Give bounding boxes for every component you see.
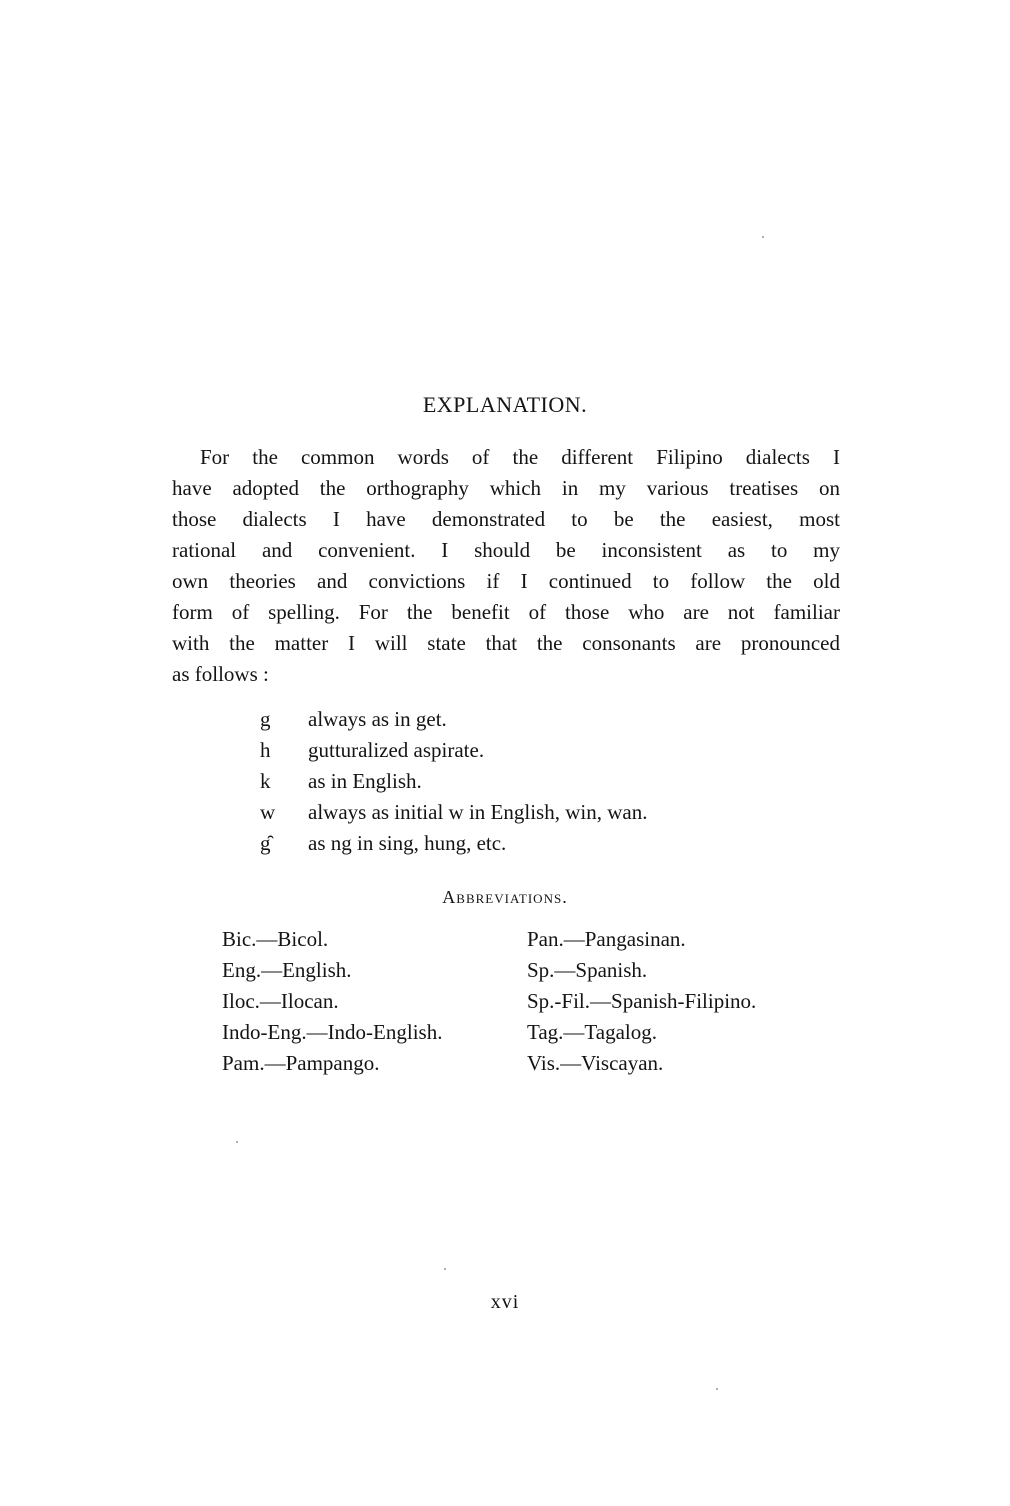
consonant-letter: h — [260, 738, 271, 762]
consonant-description: as in English. — [308, 769, 422, 793]
abbreviation-entry: Iloc.—Ilocan. — [222, 989, 339, 1013]
abbreviation-entry: Tag.—Tagalog. — [527, 1020, 658, 1044]
abbreviation-entry: Sp.—Spanish. — [527, 958, 648, 982]
consonant-letter: g̑ — [260, 831, 271, 855]
consonant-letter: g — [260, 707, 271, 731]
paragraph-line: as follows : — [172, 662, 269, 686]
consonant-row — [256, 704, 776, 735]
consonant-row — [256, 766, 776, 797]
abbreviations-table — [222, 924, 842, 1079]
consonant-letter: w — [260, 800, 276, 824]
abbreviations-heading: Abbreviations. — [442, 887, 568, 907]
consonant-row — [256, 828, 776, 859]
consonant-description: as ng in sing, hung, etc. — [308, 831, 507, 855]
paragraph-line: with the matter I will state that the consonants are pronounced — [172, 631, 840, 655]
page-title: EXPLANATION. — [422, 392, 588, 417]
consonant-letter: k — [260, 769, 271, 793]
consonant-description: always as initial w in English, win, wan. — [308, 800, 648, 824]
paragraph-line: For the common words of the different Filipino dialects I — [200, 445, 840, 469]
scan-speck — [236, 1141, 238, 1143]
consonant-row — [256, 797, 776, 828]
paragraph-line: rational and convenient. I should be inconsistent as to my — [172, 538, 840, 562]
scan-speck — [444, 1268, 446, 1270]
abbreviation-entry: Indo-Eng.—Indo-English. — [222, 1020, 443, 1044]
explanation-paragraph — [172, 442, 840, 690]
consonant-list — [256, 704, 776, 859]
paragraph-line: have adopted the orthography which in my various treatises on — [172, 476, 840, 500]
consonant-row — [256, 735, 776, 766]
abbreviation-entry: Eng.—English. — [222, 958, 352, 982]
consonant-description: always as in get. — [308, 707, 447, 731]
abbreviation-entry: Sp.-Fil.—Spanish-Filipino. — [527, 989, 757, 1013]
scan-speck — [716, 1388, 718, 1390]
paragraph-line: form of spelling. For the benefit of those who are not familiar — [172, 600, 840, 624]
consonant-description: gutturalized aspirate. — [308, 738, 485, 762]
abbreviation-entry: Bic.—Bicol. — [222, 927, 329, 951]
abbreviation-entry: Vis.—Viscayan. — [527, 1051, 664, 1075]
page-number: xvi — [490, 1291, 520, 1313]
scan-speck — [762, 236, 764, 238]
abbreviation-entry: Pam.—Pampango. — [222, 1051, 380, 1075]
abbreviation-entry: Pan.—Pangasinan. — [527, 927, 686, 951]
paragraph-line: those dialects I have demonstrated to be the easiest, most — [172, 507, 840, 531]
paragraph-line: own theories and convictions if I continued to follow the old — [172, 569, 840, 593]
